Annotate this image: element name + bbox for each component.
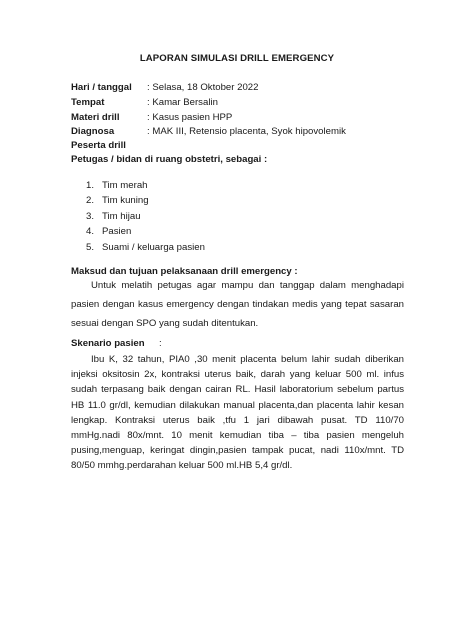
document-title: LAPORAN SIMULASI DRILL EMERGENCY <box>139 53 335 64</box>
list-number: 1. <box>86 180 95 191</box>
field-value: : MAK III, Retensio placenta, Syok hipovolemik <box>147 126 346 137</box>
maksud-paragraph: Untuk melatih petugas agar mampu dan tanggap dalam menghadapi pasien dengan kasus emergency dengan tindakan medis yang tepat sasaran sesuai dengan SPO yang sudah ditentukan. <box>71 280 404 329</box>
list-number: 4. <box>86 226 95 238</box>
field-label: Peserta drill <box>71 140 126 151</box>
skenario-colon: : <box>159 338 162 349</box>
field-value: : Selasa, 18 Oktober 2022 <box>147 82 259 93</box>
list-text: Suami / keluarga pasien <box>102 241 205 253</box>
list-text: Tim merah <box>102 180 148 191</box>
list-text: Tim hijau <box>102 210 141 222</box>
field-label: Diagnosa <box>71 126 115 137</box>
skenario-paragraph: Ibu K, 32 tahun, PIA0 ,30 menit placenta belum lahir sudah diberikan injeksi oksitosin 2x, kontraksi uterus baik, darah yang keluar 500 ml. infus sudah terpasang baik dengan cairan RL. Hasil laboratorium sebelum partus HB 11.0 gr/dl, kemudian dilakukan manual placenta,dan placenta lahir kesan lengkap. Kontraksi uterus baik ,tfu 1 jari dibawah pusat. TD 110/70 mmHg.nadi 80x/mnt. 10 menit kemudian tiba – tiba pasien mengeluh pusing,menguap, keringat dingin,pasien tampak pucat, nadi 110x/mnt. TD 80/50 mmhg.perdarahan keluar 500 ml.HB 5,4 gr/dl. <box>71 354 404 472</box>
field-value: : Kamar Bersalin <box>147 97 218 108</box>
petugas-heading: Petugas / bidan di ruang obstetri, sebagai : <box>71 154 268 165</box>
list-number: 2. <box>86 195 95 207</box>
list-text: Tim kuning <box>102 195 149 207</box>
field-label: Materi drill <box>71 112 120 123</box>
maksud-heading: Maksud dan tujuan pelaksanaan drill emergency : <box>71 266 298 277</box>
list-text: Pasien <box>102 226 132 238</box>
list-number: 3. <box>86 210 95 222</box>
skenario-heading: Skenario pasien <box>71 338 145 349</box>
field-value: : Kasus pasien HPP <box>147 112 233 123</box>
skenario-heading-row <box>71 338 162 349</box>
field-label: Tempat <box>71 97 105 108</box>
list-number: 5. <box>86 241 95 253</box>
field-label: Hari / tanggal <box>71 82 132 93</box>
